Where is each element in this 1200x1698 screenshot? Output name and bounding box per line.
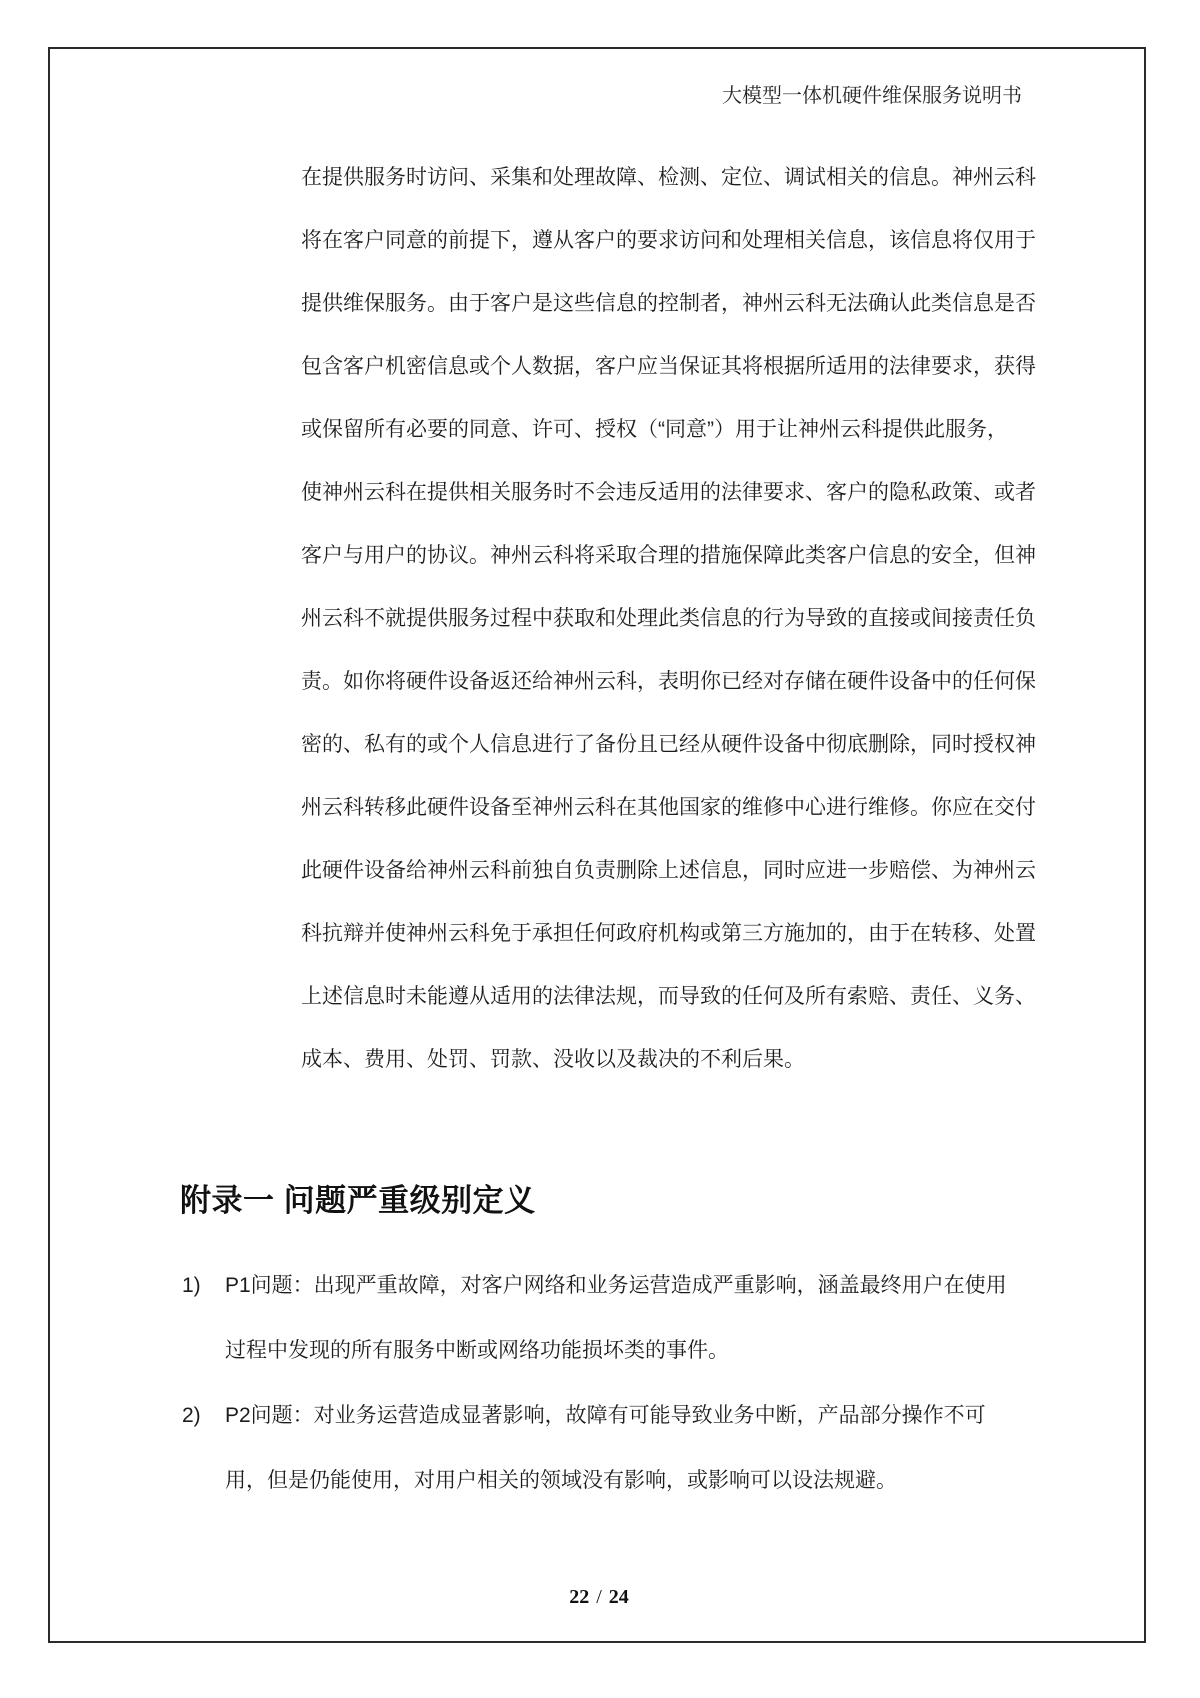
paragraph-line: 州云科转移此硬件设备至神州云科在其他国家的维修中心进行维修。你应在交付 bbox=[301, 796, 1036, 819]
paragraph-line: 在提供服务时访问、采集和处理故障、检测、定位、调试相关的信息。神州云科 bbox=[301, 166, 1036, 189]
list-item-marker: 2) bbox=[182, 1404, 201, 1427]
list-item-line: 过程中发现的所有服务中断或网络功能损坏类的事件。 bbox=[225, 1339, 729, 1362]
paragraph-line: 或保留所有必要的同意、许可、授权（“同意”）用于让神州云科提供此服务， bbox=[301, 418, 1008, 441]
severity-definition-list bbox=[182, 1253, 1020, 1513]
list-item-line: P1问题：出现严重故障，对客户网络和业务运营造成严重影响，涵盖最终用户在使用 bbox=[225, 1274, 1007, 1297]
body-paragraph bbox=[301, 146, 1036, 1091]
list-item-p2 bbox=[182, 1383, 1020, 1513]
page-number-separator: / bbox=[596, 1586, 602, 1608]
paragraph-line: 上述信息时未能遵从适用的法律法规，而导致的任何及所有索赔、责任、义务、 bbox=[301, 985, 1036, 1008]
paragraph-line: 使神州云科在提供相关服务时不会违反适用的法律要求、客户的隐私政策、或者 bbox=[301, 481, 1036, 504]
paragraph-line: 成本、费用、处罚、罚款、没收以及裁决的不利后果。 bbox=[301, 1048, 805, 1071]
total-page-number: 24 bbox=[608, 1586, 629, 1608]
list-item-p1 bbox=[182, 1253, 1020, 1383]
paragraph-line: 州云科不就提供服务过程中获取和处理此类信息的行为导致的直接或间接责任负 bbox=[301, 607, 1036, 630]
page-footer bbox=[48, 1585, 1150, 1609]
paragraph-line: 包含客户机密信息或个人数据，客户应当保证其将根据所适用的法律要求，获得 bbox=[301, 355, 1036, 378]
paragraph-line: 科抗辩并使神州云科免于承担任何政府机构或第三方施加的，由于在转移、处置 bbox=[301, 922, 1036, 945]
paragraph-line: 密的、私有的或个人信息进行了备份且已经从硬件设备中彻底删除，同时授权神 bbox=[301, 733, 1036, 756]
paragraph-line: 责。如你将硬件设备返还给神州云科，表明你已经对存储在硬件设备中的任何保 bbox=[301, 670, 1036, 693]
appendix-heading: 附录一 问题严重级别定义 bbox=[180, 1183, 536, 1218]
document-header-title: 大模型一体机硬件维保服务说明书 bbox=[722, 85, 1022, 107]
current-page-number: 22 bbox=[569, 1586, 590, 1608]
paragraph-line: 此硬件设备给神州云科前独自负责删除上述信息，同时应进一步赔偿、为神州云 bbox=[301, 859, 1036, 882]
paragraph-line: 将在客户同意的前提下，遵从客户的要求访问和处理相关信息，该信息将仅用于 bbox=[301, 229, 1036, 252]
paragraph-line: 提供维保服务。由于客户是这些信息的控制者，神州云科无法确认此类信息是否 bbox=[301, 292, 1036, 315]
list-item-marker: 1) bbox=[182, 1274, 201, 1297]
list-item-line: P2问题：对业务运营造成显著影响，故障有可能导致业务中断，产品部分操作不可 bbox=[225, 1404, 986, 1427]
list-item-line: 用，但是仍能使用，对用户相关的领域没有影响，或影响可以设法规避。 bbox=[225, 1469, 897, 1492]
paragraph-line: 客户与用户的协议。神州云科将采取合理的措施保障此类客户信息的安全，但神 bbox=[301, 544, 1036, 567]
